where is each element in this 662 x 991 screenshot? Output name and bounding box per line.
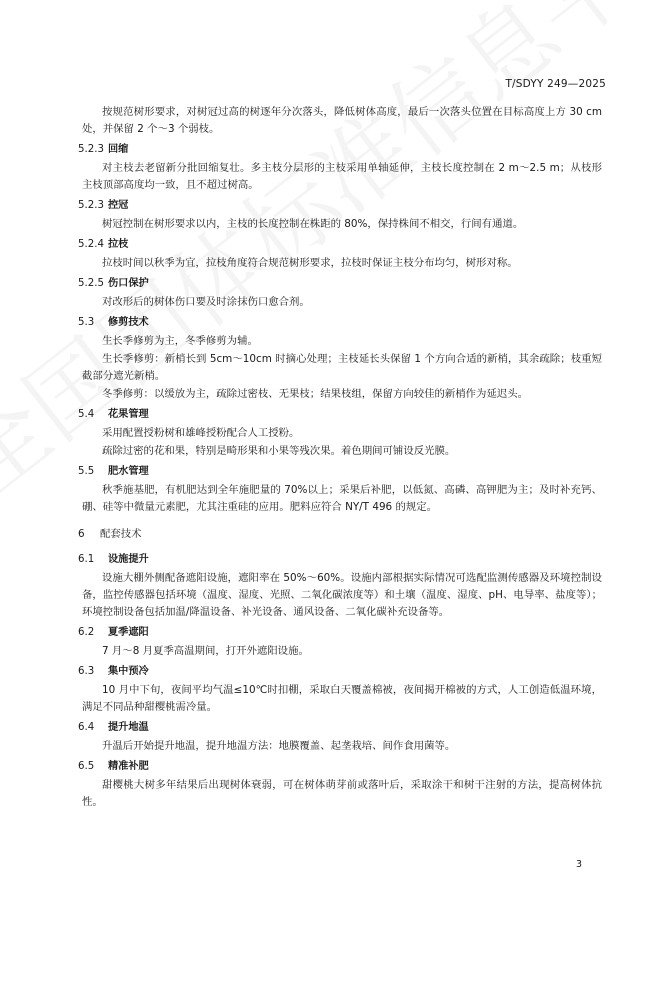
section-number: 5.2.4 (78, 239, 104, 250)
paragraph: 生长季修剪：新梢长到 5cm～10cm 时摘心处理；主枝延长头保留 1 个方向合适的新梢，其余疏除；枝重短截部分遮光新梢。 (82, 353, 602, 382)
section-number: 6.4 (78, 722, 95, 733)
section-title: 肥水管理 (108, 466, 149, 477)
paragraph: 按规范树形要求，对树冠过高的树逐年分次落头，降低树体高度，最后一次落头位置在目标高度上方 30 cm 处，并保留 2 个～3 个弱枝。 (82, 106, 602, 135)
section-heading (78, 758, 602, 775)
page-number: 3 (575, 859, 582, 870)
section-heading (78, 463, 602, 480)
section-title: 控冠 (108, 200, 129, 211)
section-number: 5.3 (78, 317, 95, 328)
section-heading (78, 624, 602, 641)
paragraph: 疏除过密的花和果，特别是畸形果和小果等残次果。着色期间可铺设反光膜。 (102, 445, 456, 457)
section-heading (78, 663, 602, 680)
paragraph: 升温后开始提升地温，提升地温方法：地膜覆盖、起垄栽培、间作食用菌等。 (102, 740, 456, 752)
paragraph: 树冠控制在树形要求以内，主枝的长度控制在株距的 80%，保持株间不相交，行间有通道。 (102, 218, 524, 230)
paragraph: 秋季施基肥，有机肥达到全年施肥量的 70%以上；采果后补肥，以低氮、高磷、高钾肥为主；及时补充钙、硼、硅等中微量元素肥，尤其注重硅的应用。肥料应符合 NY/T 496 的规定。 (82, 484, 602, 513)
section-heading (78, 719, 602, 736)
paragraph: 对主枝去老留新分批回缩复壮。多主枝分层形的主枝采用单轴延伸，主枝长度控制在 2 m～2.5 m；从枝形主枝顶部高度均一致，且不超过树高。 (82, 162, 602, 191)
paragraph: 冬季修剪：以缓放为主，疏除过密枝、无果枝；结果枝组，保留方向较佳的新梢作为延迟头。 (102, 388, 529, 400)
section-number: 5.2.3 (78, 200, 104, 211)
section-heading (78, 406, 602, 423)
section-heading (78, 275, 602, 292)
paragraph: 7 月～8 月夏季高温期间，打开外遮阳设施。 (102, 645, 309, 657)
section-number: 6.2 (78, 627, 95, 638)
section-title: 夏季遮阳 (108, 627, 149, 638)
section-title: 提升地温 (108, 722, 149, 733)
section-heading (78, 551, 602, 568)
paragraph: 10 月中下旬，夜间平均气温≤10℃时扣棚，采取白天覆盖棉被，夜间揭开棉被的方式，人工创造低温环境，满足不同品种甜樱桃需冷量。 (82, 684, 602, 713)
section-number: 6.3 (78, 666, 95, 677)
section-number: 5.2.5 (78, 278, 104, 289)
section-heading (78, 197, 602, 214)
section-title: 精准补肥 (108, 761, 149, 772)
section-title: 花果管理 (108, 409, 149, 420)
section-number: 6 (78, 528, 85, 540)
section-title: 回缩 (108, 144, 129, 155)
paragraph: 对改形后的树体伤口要及时涂抹伤口愈合剂。 (102, 296, 310, 308)
section-number: 6.1 (78, 554, 95, 565)
section-title: 拉枝 (108, 239, 129, 250)
section-title: 设施提升 (108, 554, 149, 565)
section-heading (78, 314, 602, 331)
section-heading (78, 141, 602, 158)
section-heading (78, 236, 602, 253)
section-number: 5.4 (78, 409, 95, 420)
section-title: 修剪技术 (108, 317, 149, 328)
section-title: 配套技术 (100, 528, 142, 540)
document-id: T/SDYY 249—2025 (505, 78, 606, 90)
section-number: 6.5 (78, 761, 95, 772)
paragraph: 甜樱桃大树多年结果后出现树体衰弱，可在树体萌芽前或落叶后，采取涂干和树干注射的方法，提高树体抗性。 (82, 779, 602, 808)
document-body (78, 104, 602, 812)
section-title: 集中预冷 (108, 666, 149, 677)
section-number: 5.5 (78, 466, 95, 477)
chapter-heading (78, 526, 602, 543)
paragraph: 采用配置授粉树和雄峰授粉配合人工授粉。 (102, 427, 300, 439)
paragraph: 设施大棚外侧配备遮阳设施，遮阳率在 50%～60%。设施内部根据实际情况可选配监测传感器及环境控制设备，监控传感器包括环境（温度、湿度、光照、二氧化碳浓度等）和土壤（温度、湿度、pH、电导率、盐度等）；环境控制设备包括加温/降温设备、补光设备、通风设备、二氧化碳补充设备等。 (82, 572, 602, 618)
section-title: 伤口保护 (108, 278, 149, 289)
section-number: 5.2.3 (78, 144, 104, 155)
paragraph: 生长季修剪为主，冬季修剪为辅。 (102, 335, 258, 347)
paragraph: 拉枝时间以秋季为宜，拉枝角度符合规范树形要求，拉枝时保证主枝分布均匀，树形对称。 (102, 257, 518, 269)
